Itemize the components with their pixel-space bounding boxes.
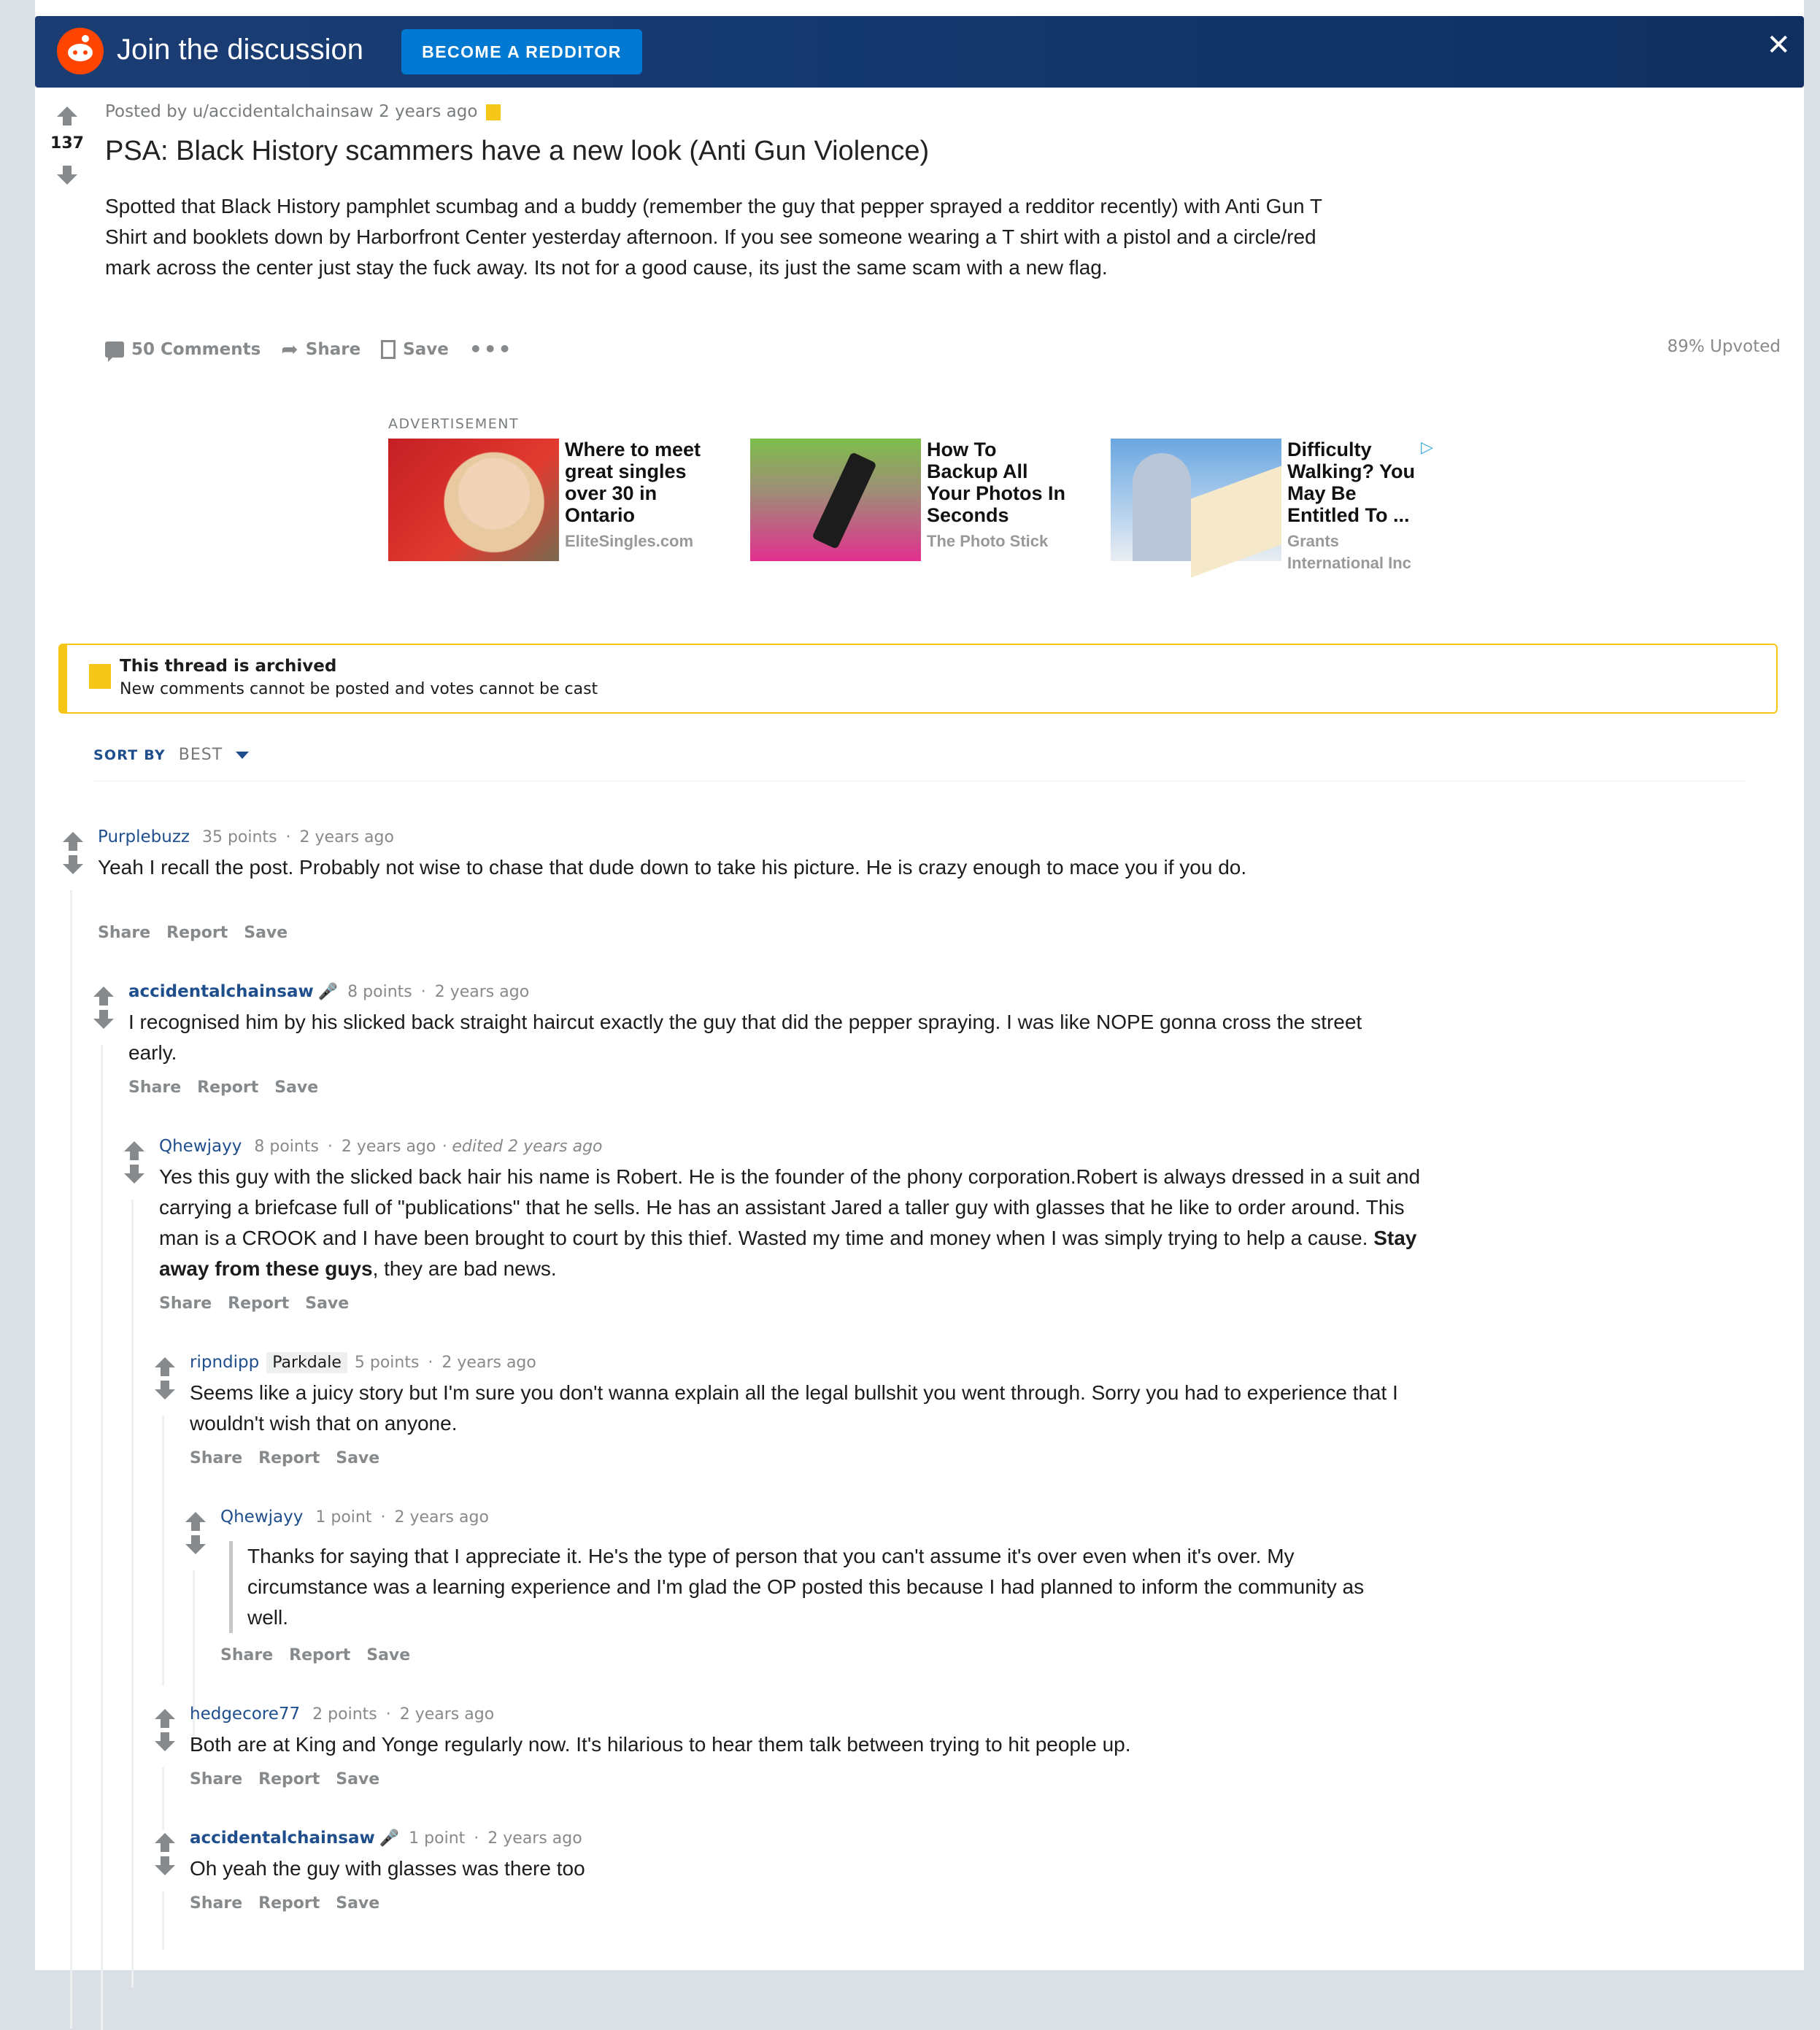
comment-edited: · edited 2 years ago xyxy=(441,1138,603,1156)
comment-time: 2 years ago xyxy=(399,1705,495,1724)
save-button[interactable]: Save xyxy=(274,1078,319,1097)
comment-points: 8 points xyxy=(254,1138,319,1156)
caret-down-icon[interactable] xyxy=(236,752,249,759)
thread-line[interactable] xyxy=(131,1200,134,1988)
downvote-icon[interactable] xyxy=(155,1741,175,1751)
report-button[interactable]: Report xyxy=(289,1646,351,1664)
save-button[interactable]: Save xyxy=(305,1294,350,1313)
user-flair: Parkdale xyxy=(266,1352,347,1373)
comment-time: 2 years ago xyxy=(341,1138,436,1156)
comment-points: 1 point xyxy=(409,1829,466,1848)
ad-headline[interactable]: How To Backup All Your Photos In Seconds xyxy=(927,439,1065,526)
comment-author[interactable]: ripndipp xyxy=(190,1353,260,1372)
comment-blockquote: Thanks for saying that I appreciate it. He's the type of person that you can't assume it's over even when it's over. My circumstance was a learning experience and I'm glad the OP posted this because I had planned to inform the community as well. xyxy=(229,1541,1371,1633)
thread-line[interactable] xyxy=(162,1416,164,1686)
page: Join the discussion BECOME A REDDITOR ✕ 137 Posted by u/accidentalchainsaw 2 years ago PSA: Black History scammers have a new look (Anti Gun Violence) Spotted that Black History pamphlet scumbag and a buddy (remember the guy that pepper sprayed a redditor recently) with Anti Gun T Shirt and booklets down by Harborfront Center yesterday afternoon. If you see someone wearing a T shirt with a pistol and a circle/red mark across the center just stay the fuck away. Its not for a good cause, its just the same scam with a new flag. 50 Comments ➦ Share Save ••• 89% Upvoted ADVERTISEMENT Where to meet great singles over 30 in Ontario EliteSingles.com How To Backup All Your Photos In Seconds The Photo Stick Difficulty Walking? You May Be Entitled To ... Grants International Inc ▷ This thread is archived New comments cannot be posted and votes cannot be cast SORT BY BEST Purplebuzz 35 points · 2 years ago Yeah I recall the post. Probably not wise to chase that dude down to take his picture. He is crazy enough to mace you if you do. Share Report Save accidentalchainsaw 🎤 8 points · 2 years ago I recognised him by his slicked back straight haircut exactly the guy that did the pepper spraying. I was like NOPE gonna cross the street early. Share Report Save Qhewjayy 8 points · 2 years ago · edited 2 years ago Yes this guy with the slicked back hair his name is Robert. He is the founder of the phony corporation.Robert is always dressed in a suit and carrying a briefcase full of "publications" that he sells. He has an assistant Jared a taller guy with glasses that he like to order around. This man is a CROOK and I have been brought to court by this thief. Wasted my time and money when I was simply trying to help a cause. Stay away from these guys, they are bad news. Share Report Save ripndipp Parkdale 5 points · 2 years ago Seems like a juicy story but I'm sure you don't wanna explain all the legal bullshit you went through. Sorry you had to experience that I wouldn't wish that on anyone. Share Report Save Qhewjayy 1 point · 2 years ago Thanks for saying that I appreciate it. He's the type of person that you can't assume it's over even when it's over. My circumstance was a learning experience and I'm glad the OP posted this because I had planned to inform the community as well. Share Report Save hedgecore77 2 points · 2 years ago Both are at King and Yonge regularly now. It's hilarious to hear them talk between trying to hit people up. Share Report Save accidentalchainsaw 🎤 1 point · 2 years ago Oh yeah the guy with glasses was there too Share Report Save xyxy=(35,0,1804,1970)
report-button[interactable]: Report xyxy=(166,924,228,942)
post-meta xyxy=(105,102,501,121)
comment-points: 35 points xyxy=(201,828,277,846)
more-options-icon[interactable]: ••• xyxy=(469,337,513,361)
bookmark-icon xyxy=(381,340,396,359)
ad-headline[interactable]: Difficulty Walking? You May Be Entitled To ... xyxy=(1287,439,1415,526)
become-redditor-button[interactable]: BECOME A REDDITOR xyxy=(401,29,642,74)
post-score: 137 xyxy=(50,134,84,153)
comment-body-text: Yes this guy with the slicked back hair his name is Robert. He is the founder of the phony corporation.Robert is always dressed in a suit and carrying a briefcase full of "publications" that he sells. He has an assistant Jared a taller guy with glasses that he like to order around. This man is a CROOK and I have been brought to court by this thief. Wasted my time and money when I was simply trying to help a cause. xyxy=(159,1165,1421,1249)
comment-body: Seems like a juicy story but I'm sure you don't wanna explain all the legal bullshit you went through. Sorry you had to experience that I wouldn't wish that on anyone. xyxy=(190,1381,1398,1435)
share-icon: ➦ xyxy=(281,337,298,361)
save-button[interactable]: Save xyxy=(244,924,288,942)
share-button[interactable] xyxy=(281,337,360,361)
join-banner xyxy=(35,16,1804,88)
upvote-icon[interactable] xyxy=(57,107,77,117)
sort-label: SORT BY xyxy=(93,746,166,763)
archived-notice xyxy=(58,644,1778,714)
share-button[interactable]: Share xyxy=(98,924,151,942)
post-title[interactable]: PSA: Black History scammers have a new look (Anti Gun Violence) xyxy=(105,136,930,166)
ad-image[interactable] xyxy=(1111,439,1281,561)
save-button[interactable]: Save xyxy=(336,1449,380,1467)
comment-points: 2 points xyxy=(312,1705,377,1724)
comment-author[interactable]: hedgecore77 xyxy=(190,1705,301,1724)
upvote-icon[interactable] xyxy=(93,987,114,997)
share-button[interactable]: Share xyxy=(190,1894,243,1913)
report-button[interactable]: Report xyxy=(197,1078,259,1097)
upvote-icon[interactable] xyxy=(124,1141,144,1151)
close-icon[interactable]: ✕ xyxy=(1766,28,1791,62)
comment-body-bold: Stay away from these guys xyxy=(159,1227,1417,1280)
share-button[interactable]: Share xyxy=(159,1294,212,1313)
comment-author[interactable]: accidentalchainsaw xyxy=(190,1829,375,1848)
comment-body xyxy=(159,1162,1443,1284)
upvote-ratio: 89% Upvoted xyxy=(1667,337,1781,356)
share-label: Share xyxy=(305,339,361,359)
report-button[interactable]: Report xyxy=(258,1894,320,1913)
comment-author[interactable]: accidentalchainsaw xyxy=(128,982,314,1001)
comment-author[interactable]: Qhewjayy xyxy=(220,1508,304,1527)
comment-body: Oh yeah the guy with glasses was there too xyxy=(190,1857,585,1880)
comment-body: I recognised him by his slicked back straight haircut exactly the guy that did the pepper spraying. I was like NOPE gonna cross the street early. xyxy=(128,1011,1362,1064)
comments-label: 50 Comments xyxy=(131,339,261,359)
downvote-icon[interactable] xyxy=(155,1865,175,1875)
upvote-icon[interactable] xyxy=(63,832,83,842)
thread-line[interactable] xyxy=(101,1045,103,2030)
downvote-icon[interactable] xyxy=(63,864,83,874)
sort-dropdown[interactable] xyxy=(93,746,249,764)
save-button[interactable]: Save xyxy=(336,1770,380,1788)
save-label: Save xyxy=(403,339,449,359)
comment-time: 2 years ago xyxy=(441,1354,536,1372)
thread-line[interactable] xyxy=(162,1767,164,1830)
post-meta-text: Posted by u/accidentalchainsaw 2 years ago xyxy=(105,102,478,121)
report-button[interactable]: Report xyxy=(228,1294,290,1313)
comment-author[interactable]: Qhewjayy xyxy=(159,1137,242,1156)
report-button[interactable]: Report xyxy=(258,1770,320,1788)
save-button[interactable]: Save xyxy=(336,1894,380,1913)
advertisement-label: ADVERTISEMENT xyxy=(388,416,520,432)
upvote-icon[interactable] xyxy=(155,1357,175,1367)
post-body: Spotted that Black History pamphlet scumbag and a buddy (remember the guy that pepper sprayed a redditor recently) with Anti Gun T Shirt and booklets down by Harborfront Center yesterday afternoon. If you see someone wearing a T shirt with a pistol and a circle/red mark across the center just stay the fuck away. Its not for a good cause, its just the same scam with a new flag. xyxy=(105,195,1322,279)
archived-title: This thread is archived xyxy=(120,657,337,676)
archive-icon xyxy=(89,664,111,689)
comment-icon xyxy=(105,341,124,358)
archive-icon xyxy=(486,104,501,120)
save-button[interactable]: Save xyxy=(366,1646,411,1664)
comments-button[interactable] xyxy=(105,340,261,359)
upvote-icon[interactable] xyxy=(185,1512,206,1522)
comment-time: 2 years ago xyxy=(434,983,530,1001)
archived-subtitle: New comments cannot be posted and votes cannot be cast xyxy=(120,680,598,698)
ad-source: The Photo Stick xyxy=(927,532,1049,550)
save-button[interactable] xyxy=(381,340,449,359)
share-button[interactable]: Share xyxy=(220,1646,274,1664)
microphone-icon: 🎤 xyxy=(317,983,339,1001)
downvote-icon[interactable] xyxy=(155,1389,175,1400)
report-button[interactable]: Report xyxy=(258,1449,320,1467)
ad-source: EliteSingles.com xyxy=(565,532,694,550)
ad-image[interactable] xyxy=(388,439,559,561)
share-button[interactable]: Share xyxy=(190,1449,243,1467)
comment-time: 2 years ago xyxy=(394,1508,489,1527)
comment-time: 2 years ago xyxy=(487,1829,582,1848)
comment-points: 1 point xyxy=(315,1508,372,1527)
upvote-icon[interactable] xyxy=(155,1833,175,1843)
sort-value[interactable]: BEST xyxy=(178,746,223,764)
share-button[interactable]: Share xyxy=(128,1078,182,1097)
thread-line[interactable] xyxy=(162,1891,164,1950)
comment-body: Yeah I recall the post. Probably not wise to chase that dude down to take his picture. He is crazy enough to mace you if you do. xyxy=(98,856,1247,879)
ad-headline[interactable]: Where to meet great singles over 30 in Ontario xyxy=(565,439,701,526)
comment-time: 2 years ago xyxy=(299,828,394,846)
upvote-icon[interactable] xyxy=(155,1709,175,1719)
thread-line[interactable] xyxy=(70,890,72,2029)
ad-image[interactable] xyxy=(750,439,921,561)
comment-points: 8 points xyxy=(347,983,412,1001)
comment-author[interactable]: Purplebuzz xyxy=(98,827,190,846)
adchoices-icon[interactable]: ▷ xyxy=(1421,439,1433,457)
downvote-icon[interactable] xyxy=(185,1544,206,1554)
comment-points: 5 points xyxy=(354,1354,420,1372)
share-button[interactable]: Share xyxy=(190,1770,243,1788)
post-vote-column xyxy=(42,107,92,185)
microphone-icon: 🎤 xyxy=(379,1829,400,1848)
post-actions xyxy=(105,337,533,361)
banner-title: Join the discussion xyxy=(117,34,363,66)
downvote-icon[interactable] xyxy=(57,174,77,185)
downvote-icon[interactable] xyxy=(124,1173,144,1184)
comment-body-tail: , they are bad news. xyxy=(372,1257,557,1280)
downvote-icon[interactable] xyxy=(93,1019,114,1029)
comment-body: Both are at King and Yonge regularly now. It's hilarious to hear them talk between trying to hit people up. xyxy=(190,1733,1131,1756)
reddit-logo-icon xyxy=(57,28,104,74)
ad-source: Grants International Inc xyxy=(1287,532,1411,572)
